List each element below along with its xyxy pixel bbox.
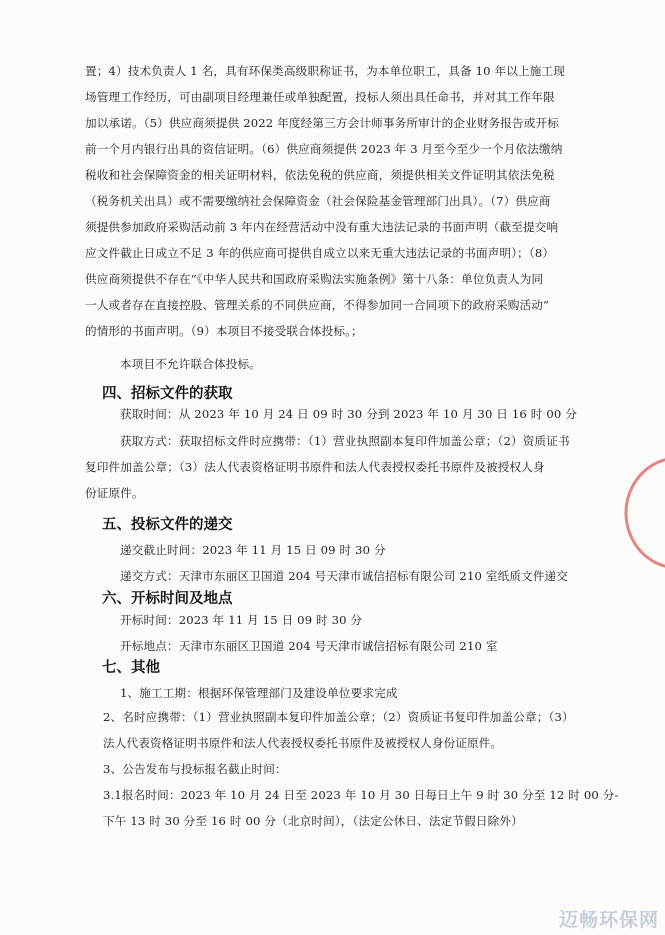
body-line-10: 一人或者存在直接控股、管理关系的不同供应商，不得参加同一合同项下的政府采购活动”	[85, 298, 550, 312]
section-heading-4: 四、招标文件的获取	[102, 386, 233, 402]
body-line-5: 税收和社会保障资金的相关证明材料，依法免税的供应商，须提供相关文件证明其依法免税	[85, 168, 555, 182]
submit-deadline-line: 递交截止时间：2023 年 11 月 15 日 09 时 30 分	[120, 543, 386, 557]
body-line-9: 供应商须提供不存在“《中华人民共和国政府采购法实施条例》第十八条：单位负责人为同	[85, 272, 544, 286]
body-line-3: 加以承诺。（5）供应商须提供 2022 年度经第三方会计师事务所审计的企业财务报告或开标	[85, 116, 560, 130]
body-line-4: 前一个月内银行出具的资信证明。（6）供应商须提供 2023 年 3 月至今至少一个月依法缴纳	[85, 142, 563, 156]
other-item-3: 3、公告发布与投标报名截止时间：	[103, 762, 287, 776]
acquire-method-line-2: 复印件加盖公章；（3）法人代表资格证明书原件和法人代表授权委托书原件及被授权人身	[85, 460, 545, 474]
site-watermark: 迈畅环保网	[558, 909, 659, 931]
section-heading-5: 五、投标文件的递交	[102, 517, 233, 533]
body-line-7: 须提供参加政府采购活动前 3 年内在经营活动中没有重大违法记录的书面声明（截至提交响	[85, 220, 559, 234]
submit-method-line: 递交方式：天津市东丽区卫国道 204 号天津市诚信招标有限公司 210 室纸质文件递交	[120, 569, 569, 583]
company-seal-stamp	[618, 455, 665, 575]
acquire-method-line-1: 获取方式：获取招标文件时应携带：（1）营业执照副本复印件加盖公章；（2）资质证书	[120, 434, 570, 448]
consortium-line: 本项目不允许联合体投标。	[120, 357, 261, 371]
acquire-method-line-3: 份证原件。	[85, 486, 144, 500]
body-line-11: 的情形的书面声明。（9）本项目不接受联合体投标。；	[85, 324, 363, 338]
other-item-1: 1、施工工期：根据环保管理部门及建设单位要求完成	[120, 686, 398, 700]
acquire-time-line: 获取时间：从 2023 年 10 月 24 日 09 时 30 分到 2023 年 10 月 30 日 16 时 00 分	[120, 407, 577, 421]
body-line-6: （税务机关出具）或不需要缴纳社会保障资金（社会保险基金管理部门出具）。（7）供应商	[85, 194, 551, 208]
section-heading-6: 六、开标时间及地点	[102, 591, 233, 607]
body-line-8: 应文件截止日成立不足 3 年的供应商可提供自成立以来无重大违法记录的书面声明）；（8）	[85, 246, 555, 260]
other-item-3-1-line-2: 下午 13 时 30 分至 16 时 00 分（北京时间），（法定公休日、法定节假日除外）	[103, 814, 523, 828]
body-line-1: 置；4）技术负责人 1 名，具有环保类高级职称证书，为本单位职工，具备 10 年以上施工现	[85, 64, 565, 78]
other-item-2-line-2: 法人代表资格证明书原件和法人代表授权委托书原件及被授权人身份证原件。	[103, 736, 503, 750]
other-item-3-1-line-1: 3.1报名时间：2023 年 10 月 24 日至 2023 年 10 月 30 日每日上午 9 时 30 分至 12 时 00 分-	[103, 788, 619, 802]
body-line-2: 场管理工作经历，可由副项目经理兼任或单独配置，投标人须出具任命书，并对其工作年限	[85, 90, 555, 104]
other-item-2-line-1: 2、名时应携带：（1）营业执照副本复印件加盖公章；（2）资质证书复印件加盖公章；（3）	[103, 710, 574, 724]
opening-place-line: 开标地点：天津市东丽区卫国道 204 号天津市诚信招标有限公司 210 室	[120, 639, 498, 653]
section-heading-7: 七、其他	[102, 660, 160, 676]
opening-time-line: 开标时间：2023 年 11 月 15 日 09 时 30 分	[120, 613, 363, 627]
